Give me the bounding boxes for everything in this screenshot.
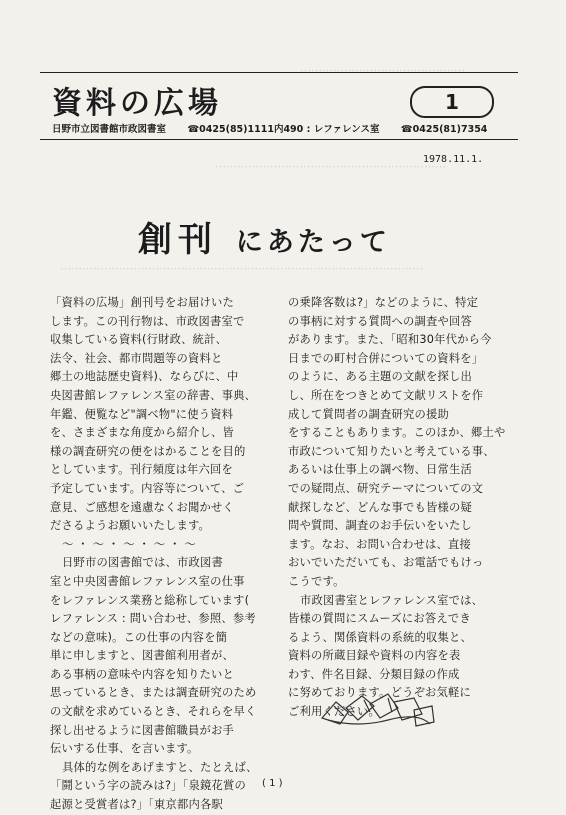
text-line: のように、ある主題の文献を探し出 — [288, 370, 472, 384]
text-line: としています。刊行頻度は年六回を — [50, 463, 234, 477]
article-title-rest: にあたって — [235, 227, 391, 258]
contact-line — [52, 121, 505, 135]
text-line: るよう、関係資料の系統的収集と、 — [288, 630, 472, 644]
newsletter-title: 資料の広場 — [52, 86, 222, 121]
article-title-main: 創刊 — [138, 220, 218, 260]
text-line: 伝いする仕事、を言います。 — [50, 742, 199, 756]
text-line: レファレンス : 問い合わせ、参照、参考 — [50, 612, 256, 626]
text-line: の乗降客数は?」などのように、特定 — [288, 296, 479, 309]
text-line: 問や質問、調査のお手伝いをいたし — [288, 519, 472, 533]
text-line: 献探しなど、どんな事でも皆様の疑 — [288, 500, 472, 514]
masthead-top-rule — [40, 72, 518, 73]
text-line: があります。また、「昭和30年代から今 — [288, 333, 492, 347]
show-through-texture: ⋯⋯⋯⋯⋯⋯⋯⋯⋯⋯⋯⋯⋯⋯⋯⋯⋯⋯⋯⋯⋯⋯⋯⋯⋯⋯⋯⋯⋯⋯⋯⋯⋯ — [60, 262, 423, 275]
phone-reference: ☎0425(81)7354 — [400, 124, 488, 135]
text-line: をレファレンス業務と総称しています( — [50, 593, 250, 607]
text-line: 意見、ご感想を遠慮なくお聞かせく — [50, 500, 234, 514]
text-line: 探し出せるように図書館職員がお手 — [50, 723, 234, 737]
text-line: ご利用ください。 — [288, 705, 380, 719]
page-number: ( 1 ) — [262, 778, 283, 789]
text-line: 日までの町村合併についての資料を」 — [288, 351, 484, 365]
text-line: わす、件名目録、分類目録の作成 — [288, 667, 460, 681]
text-line: 央図書館レファレンス室の辞書、事典、 — [50, 388, 257, 402]
text-line: 皆様の質問にスムーズにお答えでき — [288, 612, 471, 626]
text-line: ある事柄の意味や内容を知りたいと — [50, 667, 234, 681]
section-divider: ～・～・～・～・～ — [62, 537, 200, 551]
text-line: 郷土の地誌歴史資料)、ならびに、中 — [50, 370, 239, 384]
library-name: 日野市立図書館市政図書室 — [52, 124, 167, 135]
text-line: 起源と受賞者は?」「東京都内各駅 — [50, 798, 224, 812]
text-line: 室と中央図書館レファレンス室の仕事 — [50, 574, 245, 588]
text-line: 「資料の広場」創刊号をお届けいた — [50, 296, 234, 309]
text-line: 資料の所蔵目録や資料の内容を表 — [288, 649, 461, 663]
text-line: 市政について知りたいと考えている事、 — [288, 444, 495, 458]
masthead-bottom-rule — [40, 139, 518, 140]
text-line: 年鑑、便覧など"調べ物"に使う資料 — [50, 407, 234, 421]
decorative-sketch — [318, 688, 438, 732]
text-line: こうです。 — [288, 574, 345, 588]
text-line: に努めております。どうぞお気軽に — [288, 686, 472, 700]
text-line: 収集している資料(行財政、統計、 — [50, 333, 228, 347]
text-line: ださるようお願いいたします。 — [50, 519, 211, 533]
text-line: おいでいただいても、お電話でもけっ — [288, 556, 484, 570]
text-line: 法令、社会、都市問題等の資料と — [50, 351, 223, 365]
text-line: などの意味)。この仕事の内容を簡 — [50, 630, 228, 644]
text-line: を、さまざまな角度から紹介し、皆 — [50, 426, 234, 440]
publication-date: 1978.11.1. — [423, 154, 484, 165]
text-line: し、所在をつきとめて文献リストを作 — [288, 388, 484, 402]
article-left-column — [50, 294, 257, 815]
text-line: の事柄に対する質問への調査や回答 — [288, 314, 472, 328]
article-title — [138, 212, 391, 261]
text-line: の文献を求めているとき、それらを早く — [50, 705, 257, 719]
text-line: 予定しています。内容等について、ご — [50, 481, 245, 495]
phone-main: ☎0425(85)1111内490 : レファレンス室 — [187, 124, 380, 135]
text-line: 単に申しますと、図書館利用者が、 — [50, 649, 234, 663]
issue-number-badge: 1 — [410, 86, 494, 118]
article-right-column — [288, 294, 506, 722]
text-line: 日野市の図書館では、市政図書 — [62, 556, 223, 570]
text-line: します。この刊行物は、市政図書室で — [50, 314, 245, 328]
show-through-texture: ⋯⋯⋯⋯⋯⋯⋯⋯⋯⋯⋯⋯⋯⋯⋯⋯⋯⋯⋯⋯⋯ — [215, 160, 446, 173]
text-line: あるいは仕事上の調べ物、日常生活 — [288, 463, 472, 477]
text-line: をすることもあります。このほか、郷土や — [288, 426, 506, 440]
text-line: ます。なお、お問い合わせは、直接 — [288, 537, 472, 551]
text-line: 成して質問者の調査研究の援助 — [288, 407, 449, 421]
text-line: 様の調査研究の便をはかることを目的 — [50, 444, 246, 458]
text-line: 「鬪という字の読みは?」「泉鏡花賞の — [50, 779, 246, 793]
text-line: 思っているとき、または調査研究のため — [50, 686, 257, 700]
text-line: 具体的な例をあげますと、たとえば、 — [62, 760, 258, 774]
text-line: 市政図書室とレファレンス室では、 — [300, 593, 484, 607]
show-through-texture: ⋯⋯⋯⋯⋯⋯⋯⋯⋯⋯⋯⋯⋯⋯⋯ — [300, 64, 465, 77]
text-line: での疑問点、研究テーマについての文 — [288, 481, 484, 495]
